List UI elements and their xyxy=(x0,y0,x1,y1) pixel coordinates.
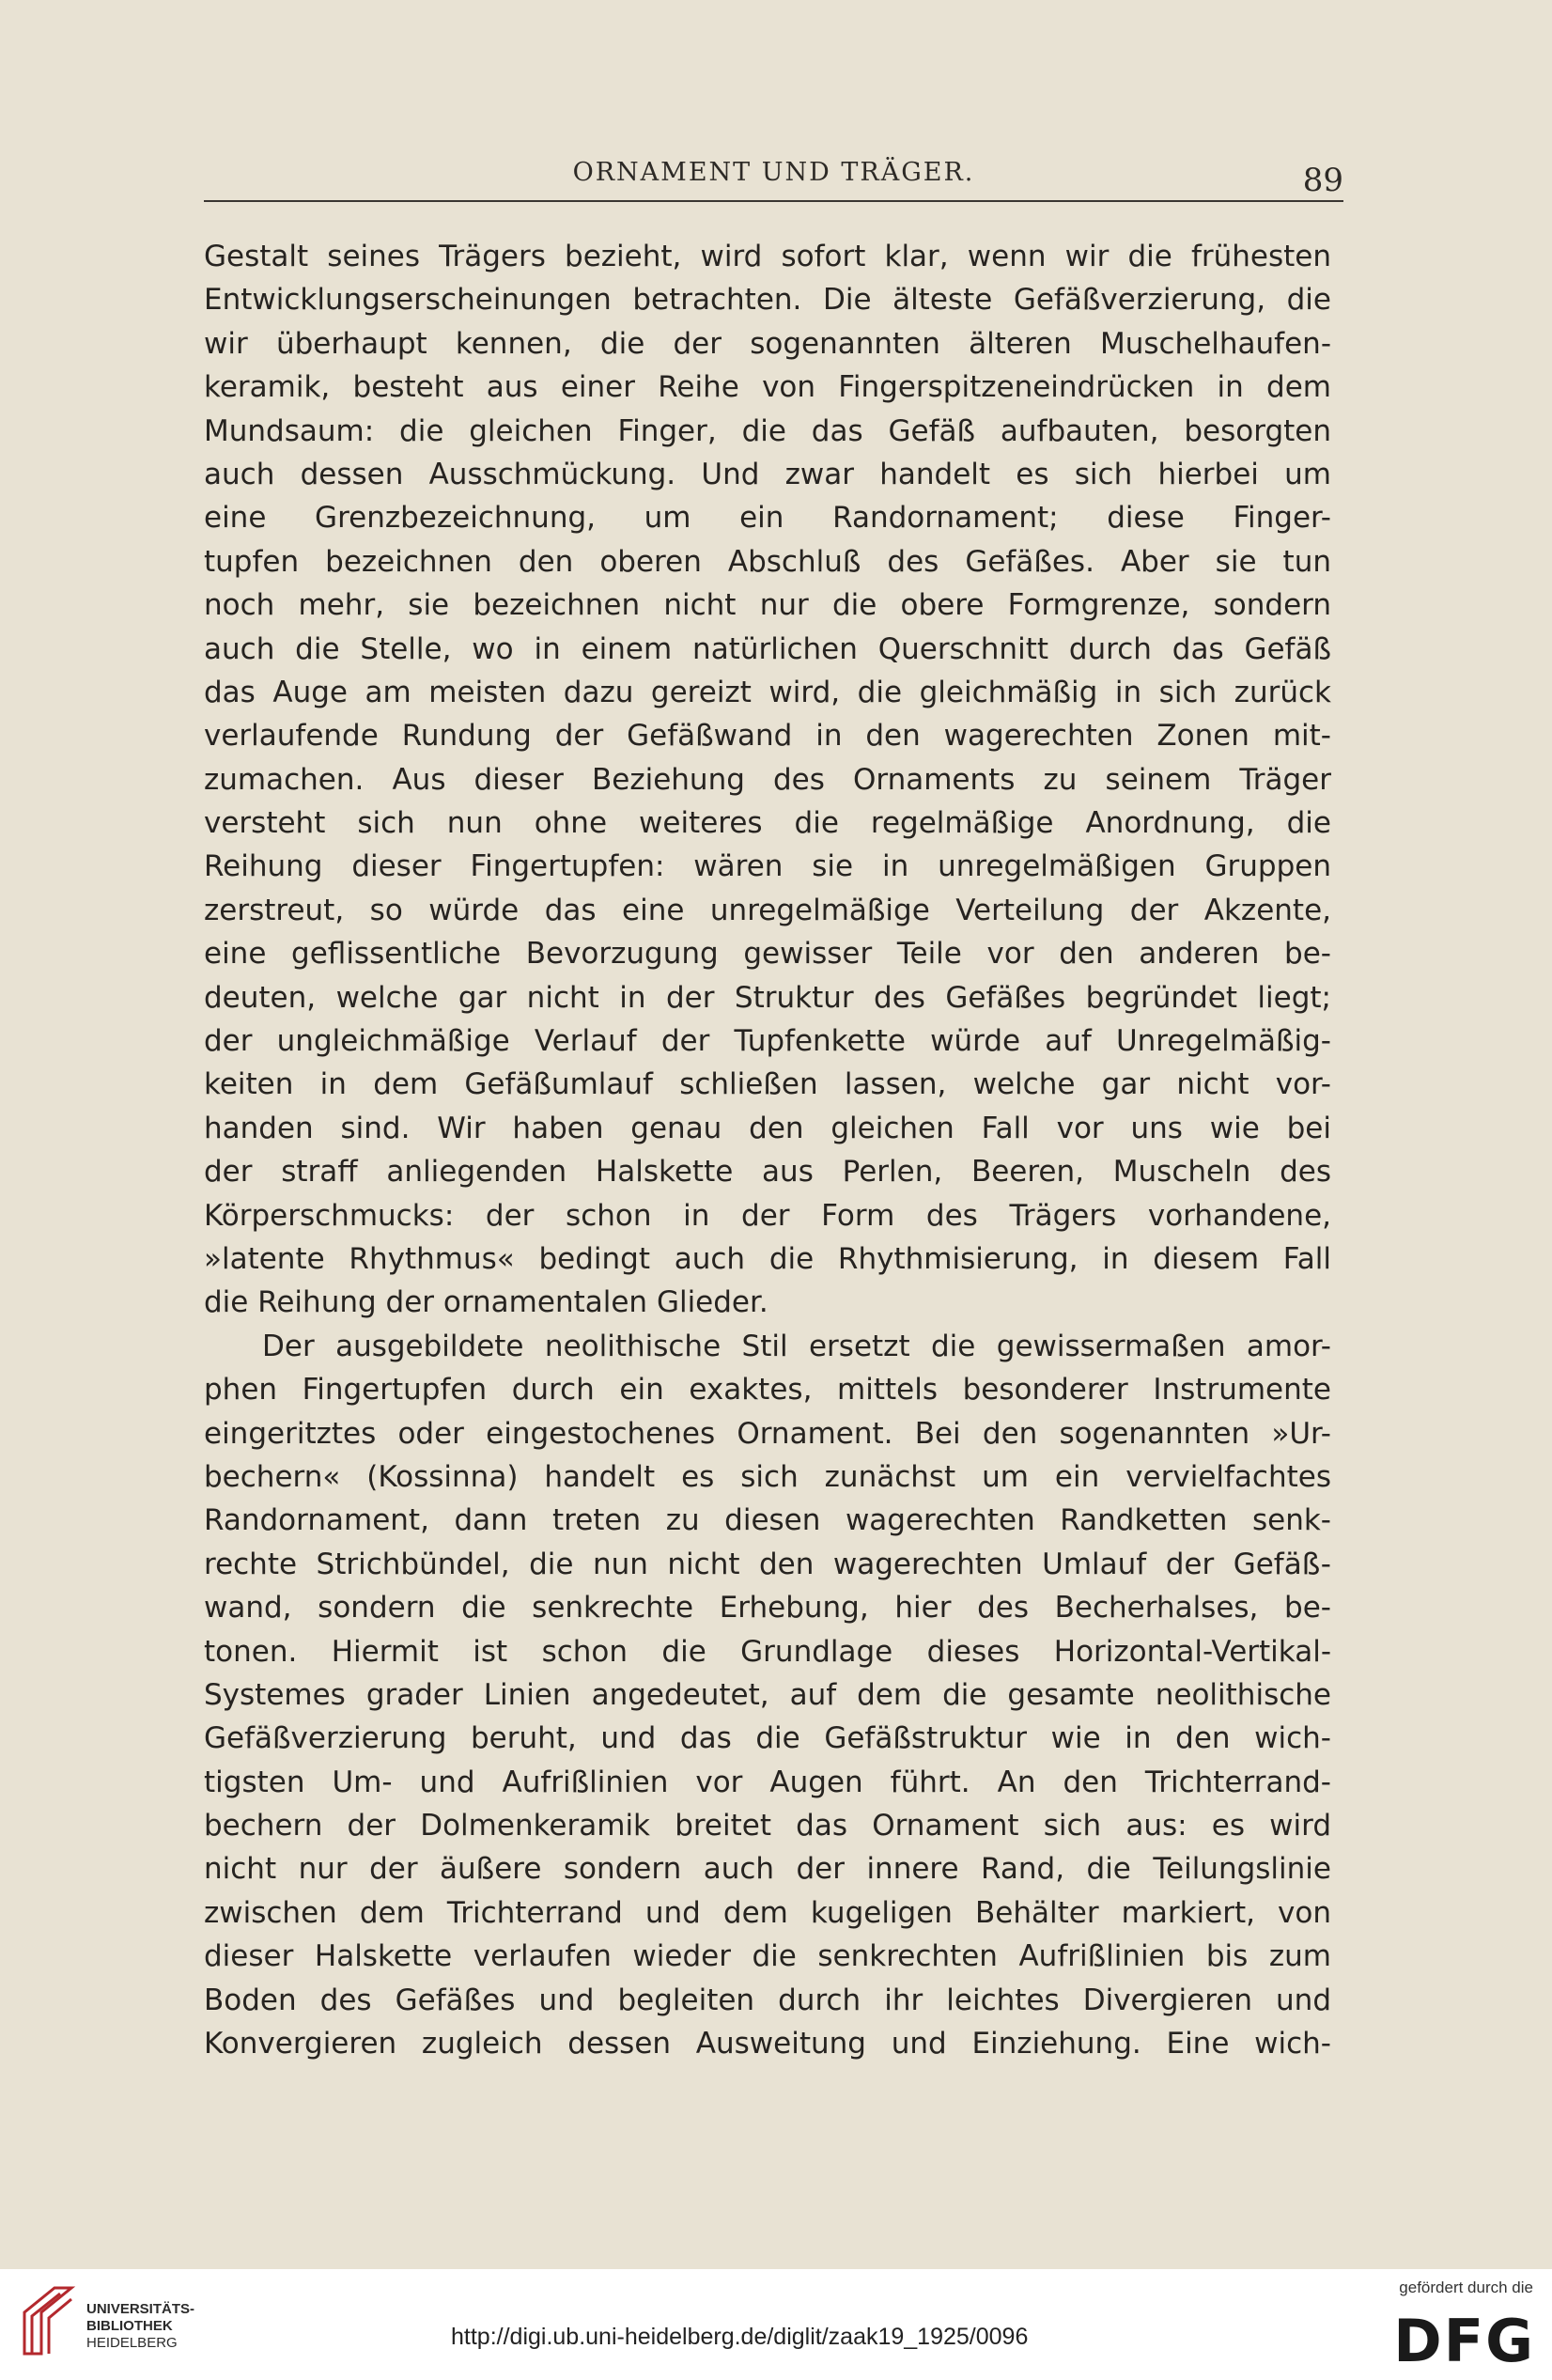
text-line: nicht nur der äußere sondern auch der innere Rand, die Teilungslinie xyxy=(204,1852,1331,1887)
text-line: Systemes grader Linien angedeutet, auf dem die gesamte neolithische xyxy=(204,1677,1331,1712)
text-line: keiten in dem Gefäßumlauf schließen lassen, welche gar nicht vor- xyxy=(204,1067,1331,1102)
text-line: tupfen bezeichnen den oberen Abschluß des Gefäßes. Aber sie tun xyxy=(204,544,1331,579)
text-line: bechern der Dolmenkeramik breitet das Ornament sich aus: es wird xyxy=(204,1809,1331,1843)
library-name-line: BIBLIOTHEK xyxy=(86,2318,173,2334)
text-line: bechern« (Kossinna) handelt es sich zunächst um ein vervielfachtes xyxy=(204,1459,1331,1494)
library-name xyxy=(86,2301,194,2352)
page-number: 89 xyxy=(1302,162,1343,199)
text-line: zwischen dem Trichterrand und dem kugeligen Behälter markiert, von xyxy=(204,1895,1331,1930)
digitization-footer xyxy=(0,2269,1552,2380)
text-line: Reihung dieser Fingertupfen: wären sie in unregelmäßigen Gruppen xyxy=(204,849,1331,884)
running-title: ORNAMENT UND TRÄGER. xyxy=(572,158,975,187)
text-line: wand, sondern die senkrechte Erhebung, hier des Becherhalses, be- xyxy=(204,1591,1331,1626)
text-line: tigsten Um- und Aufrißlinien vor Augen führt. An den Trichterrand- xyxy=(204,1765,1331,1799)
text-line: Entwicklungserscheinungen betrachten. Die älteste Gefäßverzierung, die xyxy=(204,283,1331,318)
text-line: handen sind. Wir haben genau den gleichen Fall vor uns wie bei xyxy=(204,1111,1331,1145)
text-line: wir überhaupt kennen, die der sogenannten älteren Muschelhaufen- xyxy=(204,326,1331,361)
text-line: Gestalt seines Trägers bezieht, wird sofort klar, wenn wir die frühesten xyxy=(204,240,1331,273)
text-line: Der ausgebildete neolithische Stil ersetzt die gewissermaßen amor- xyxy=(262,1329,1331,1363)
text-line: zerstreut, so würde das eine unregelmäßige Verteilung der Akzente, xyxy=(204,893,1331,927)
body-text xyxy=(204,235,1331,2065)
text-line: eine geflissentliche Bevorzugung gewisser Teile vor den anderen be- xyxy=(204,937,1331,972)
text-line: auch die Stelle, wo in einem natürlichen Querschnitt durch das Gefäß xyxy=(204,631,1331,666)
university-library-logo-icon xyxy=(17,2280,77,2361)
text-line: »latente Rhythmus« bedingt auch die Rhythmisierung, in diesem Fall xyxy=(204,1241,1331,1276)
text-line: das Auge am meisten dazu gereizt wird, die gleichmäßig in sich zurück xyxy=(204,675,1331,709)
text-line: verlaufende Rundung der Gefäßwand in den wagerechten Zonen mit- xyxy=(204,719,1331,754)
text-line: keramik, besteht aus einer Reihe von Fingerspitzeneindrücken in dem xyxy=(204,370,1331,405)
text-line: der ungleichmäßige Verlauf der Tupfenkette würde auf Unregelmäßig- xyxy=(204,1024,1331,1059)
text-line: phen Fingertupfen durch ein exaktes, mittels besonderer Instrumente xyxy=(204,1373,1331,1408)
header-rule xyxy=(204,200,1343,202)
text-line: dieser Halskette verlaufen wieder die senkrechten Aufrißlinien bis zum xyxy=(204,1939,1331,1974)
text-line: noch mehr, sie bezeichnen nicht nur die obere Formgrenze, sondern xyxy=(204,588,1331,623)
text-line: die Reihung der ornamentalen Glieder. xyxy=(204,1285,768,1320)
text-line: rechte Strichbündel, die nun nicht den wagerechten Umlauf der Gefäß- xyxy=(204,1547,1331,1581)
text-line: auch dessen Ausschmückung. Und zwar handelt es sich hierbei um xyxy=(204,457,1331,491)
permalink[interactable]: http://digi.ub.uni-heidelberg.de/diglit/zaak19_1925/0096 xyxy=(451,2324,1029,2350)
library-name-line: HEIDELBERG xyxy=(86,2335,178,2351)
text-line: Randornament, dann treten zu diesen wagerechten Randketten senk- xyxy=(204,1503,1331,1538)
text-line: versteht sich nun ohne weiteres die regelmäßige Anordnung, die xyxy=(204,806,1331,841)
running-header xyxy=(204,158,1343,203)
text-line: Körperschmucks: der schon in der Form des Trägers vorhandene, xyxy=(204,1198,1331,1233)
library-name-line: UNIVERSITÄTS- xyxy=(86,2301,195,2317)
text-line: eingeritztes oder eingestochenes Ornament. Bei den sogenannten »Ur- xyxy=(204,1416,1331,1451)
text-line: deuten, welche gar nicht in der Struktur des Gefäßes begründet liegt; xyxy=(204,980,1331,1015)
text-line: der straff anliegenden Halskette aus Perlen, Beeren, Muscheln des xyxy=(204,1155,1331,1190)
text-line: zumachen. Aus dieser Beziehung des Ornaments zu seinem Träger xyxy=(204,762,1331,797)
dfg-logo: DFG xyxy=(1393,2307,1535,2375)
text-line: Konvergieren zugleich dessen Ausweitung und Einziehung. Eine wich- xyxy=(204,2027,1331,2061)
funder-caption: gefördert durch die xyxy=(1399,2279,1533,2296)
text-line: eine Grenzbezeichnung, um ein Randornament; diese Finger- xyxy=(204,501,1331,536)
text-line: Gefäßverzierung beruht, und das die Gefäßstruktur wie in den wich- xyxy=(204,1721,1331,1756)
text-line: tonen. Hiermit ist schon die Grundlage dieses Horizontal-Vertikal- xyxy=(204,1634,1331,1669)
text-line: Mundsaum: die gleichen Finger, die das Gefäß aufbauten, besorgten xyxy=(204,413,1331,448)
text-line: Boden des Gefäßes und begleiten durch ihr leichtes Divergieren und xyxy=(204,1983,1331,2017)
